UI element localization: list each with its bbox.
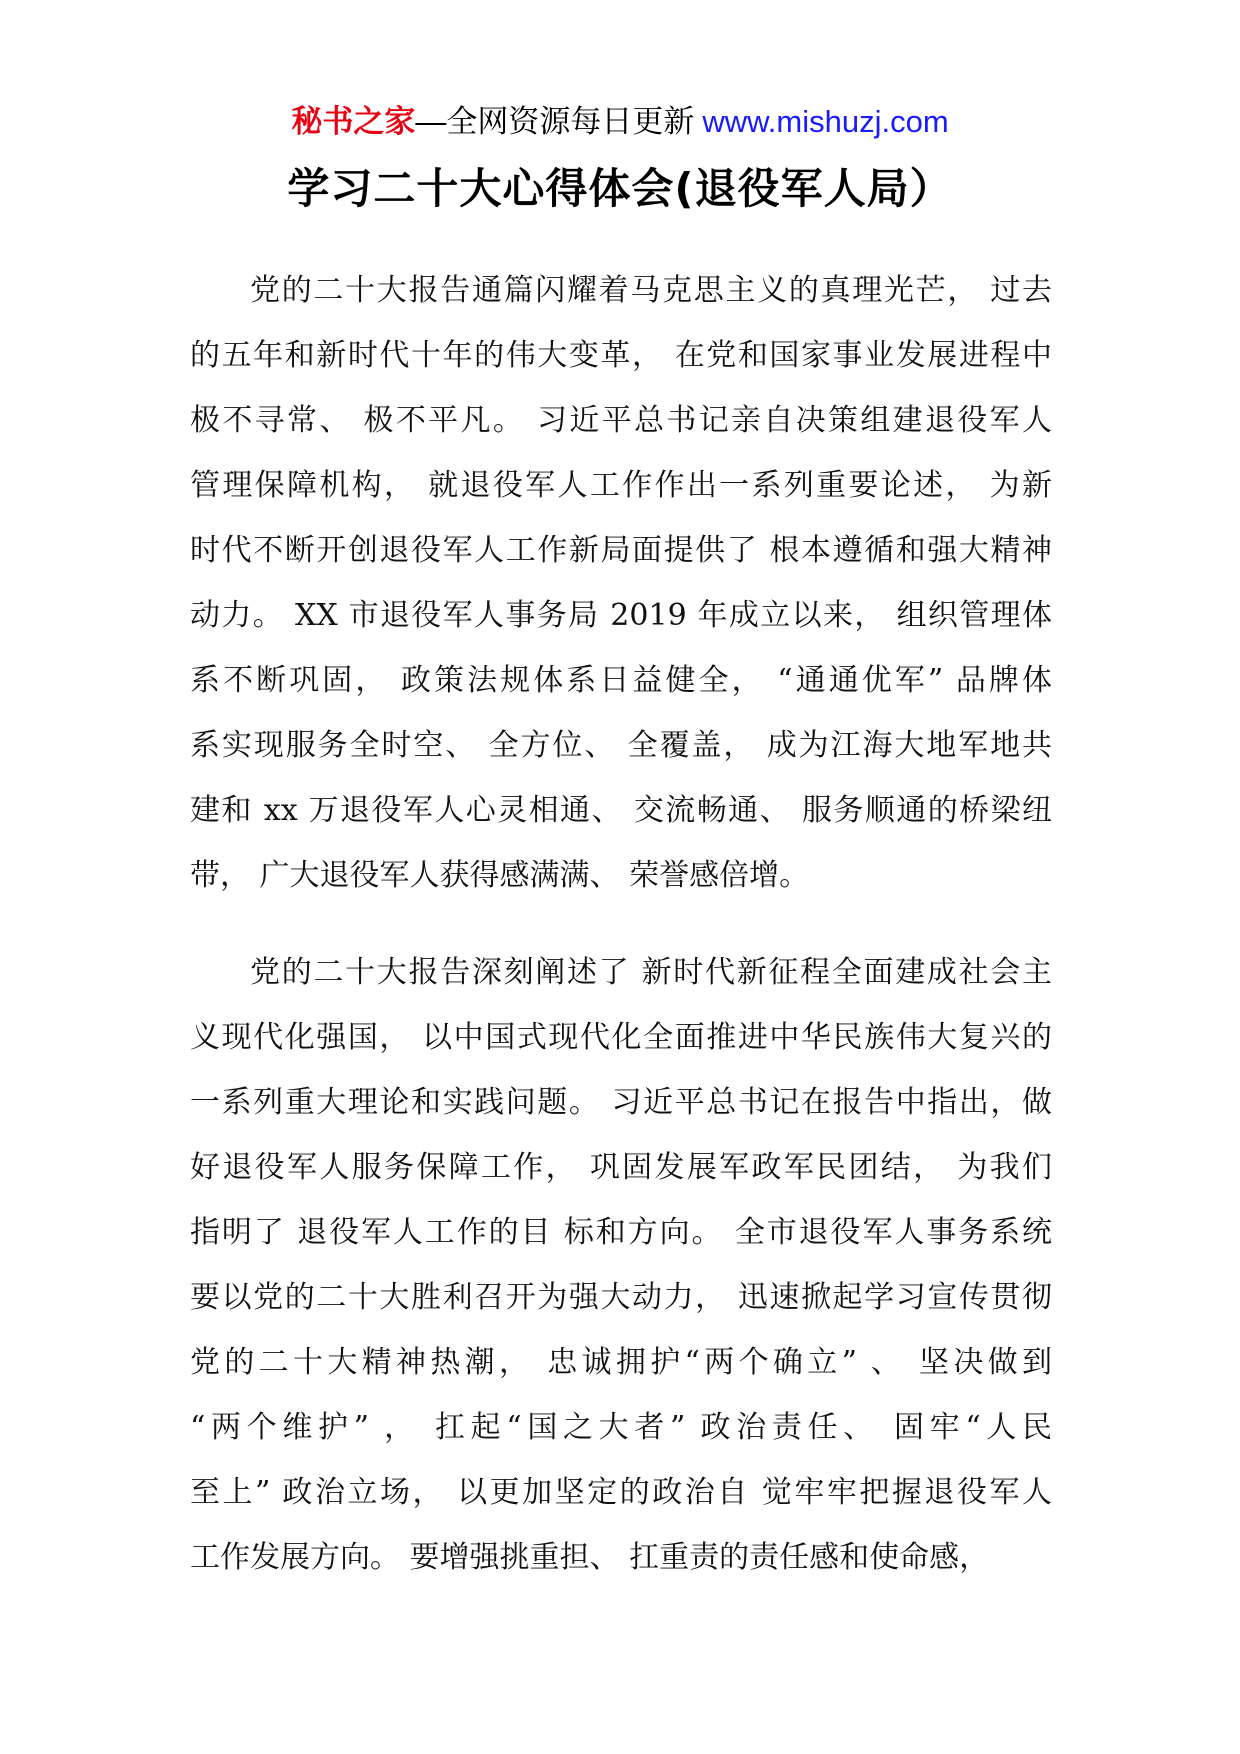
paragraph-line: 党的二十大报告通篇闪耀着马克思主义的真理光芒， 过去 <box>250 273 1052 308</box>
paragraph-line: 至上” 政治立场， 以更加坚定的政治自 觉牢牢把握退役军人 <box>190 1475 1052 1510</box>
paragraph-line: 要以党的二十大胜利召开为强大动力， 迅速掀起学习宣传贯彻 <box>190 1280 1052 1315</box>
paragraph-line: 系不断巩固， 政策法规体系日益健全， “通通优军” 品牌体 <box>190 663 1052 698</box>
paragraph-line: 时代不断开创退役军人工作新局面提供了 根本遵循和强大精神 <box>190 533 1052 568</box>
paragraph-line: 动力。 XX 市退役军人事务局 2019 年成立以来， 组织管理体 <box>190 598 1052 633</box>
paragraph-line: 党的二十大报告深刻阐述了 新时代新征程全面建成社会主 <box>250 955 1052 990</box>
paragraph-1 <box>190 258 1052 908</box>
banner-slogan: —全网资源每日更新 <box>415 104 695 139</box>
paragraph-line: 指明了 退役军人工作的目 标和方向。 全市退役军人事务系统 <box>190 1215 1052 1250</box>
paragraph-2 <box>190 940 1052 1590</box>
paragraph-line: 管理保障机构， 就退役军人工作作出一系列重要论述， 为新 <box>190 468 1052 503</box>
paragraph-line: 系实现服务全时空、 全方位、 全覆盖， 成为江海大地军地共 <box>190 728 1052 763</box>
paragraph-line: 党的二十大精神热潮， 忠诚拥护“两个确立” 、 坚决做到 <box>190 1345 1052 1380</box>
paragraph-line: 极不寻常、 极不平凡。 习近平总书记亲自决策组建退役军人 <box>190 403 1052 438</box>
paragraph-line: 义现代化强国， 以中国式现代化全面推进中华民族伟大复兴的 <box>190 1020 1052 1055</box>
paragraph-line: 的五年和新时代十年的伟大变革， 在党和国家事业发展进程中 <box>190 338 1052 373</box>
paragraph-line: “两个维护” ， 扛起“国之大者” 政治责任、 固牢“人民 <box>190 1410 1052 1445</box>
paragraph-line: 带， 广大退役军人获得感满满、 荣誉感倍增。 <box>190 858 810 893</box>
paragraph-line: 工作发展方向。 要增强挑重担、 扛重责的责任感和使命感， <box>190 1540 990 1575</box>
document-title: 学习二十大心得体会(退役军人局） <box>287 164 953 213</box>
paragraph-line: 一系列重大理论和实践问题。 习近平总书记在报告中指出，做 <box>190 1085 1052 1120</box>
site-banner <box>0 100 1240 144</box>
banner-brand: 秘书之家 <box>291 104 416 139</box>
paragraph-line: 好退役军人服务保障工作， 巩固发展军政军民团结， 为我们 <box>190 1150 1052 1185</box>
banner-url-link[interactable]: www.mishuzj.com <box>702 104 949 139</box>
paragraph-line: 建和 xx 万退役军人心灵相通、 交流畅通、 服务顺通的桥梁纽 <box>190 793 1052 828</box>
